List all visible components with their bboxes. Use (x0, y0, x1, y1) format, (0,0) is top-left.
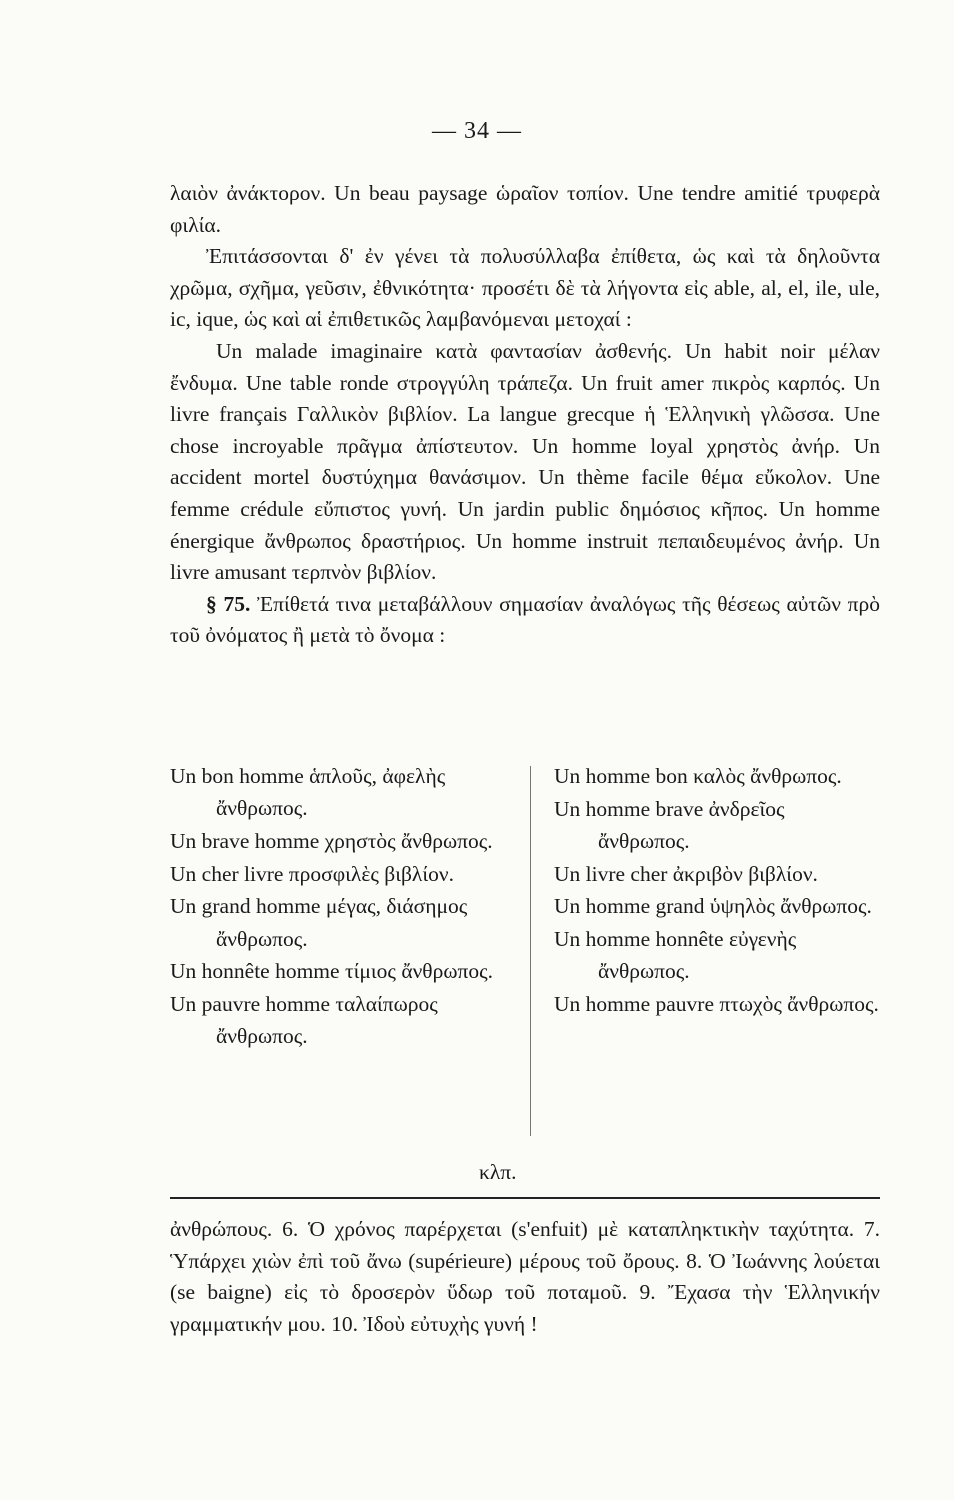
footnote (170, 1214, 880, 1340)
right-entry: Un homme grand ὑψηλὸς ἄνθρωπος. (554, 894, 872, 919)
right-column (554, 760, 880, 1021)
left-entry: Un honnête homme τίμιος ἄνθρωπος. (170, 959, 493, 984)
paragraph-continuation: λαιὸν ἀνάκτορον. Un beau paysage ὡραῖον τοπίον. Une tendre amitié τρυφερὰ φιλία. (170, 181, 880, 237)
right-entry: Un livre cher ἀκριβὸν βιβλίον. (554, 861, 818, 886)
left-entry: Un pauvre homme ταλαίπωρος ἄνθρωπος. (170, 992, 438, 1049)
comparison-columns (170, 760, 880, 1198)
footnote-text: ἀνθρώπους. 6. Ὁ χρόνος παρέρχεται (s'enfuit) μὲ καταπληκτικὴν ταχύτητα. 7. Ὑπάρχει χιὼν ἐπὶ τοῦ ἄνω (supérieure) μέρους τοῦ ὄρους. 8. Ὁ Ἰωάννης λούεται (se baigne) εἰς τὸ δροσερὸν ὕδωρ τοῦ ποταμοῦ. 9. Ἔχασα τὴν Ἑλληνικήν γραμματικήν μου. 10. Ἰδοὺ εὐτυχὴς γυνή ! (170, 1217, 880, 1336)
left-entry: Un grand homme μέγας, διάσημος ἄνθρωπος. (170, 894, 468, 951)
left-column (170, 760, 510, 1053)
paragraph-section-75 (170, 589, 880, 652)
paragraph-examples: Un malade imaginaire κατὰ φαντασίαν ἀσθενής. Un habit noir μέλαν ἔνδυμα. Une table ronde στρογγύλη τράπεζα. Un fruit amer πικρὸς καρπός. Un livre français Γαλλικὸν βιβλίον. La langue grecque ἡ Ἑλληνικὴ γλῶσσα. Une chose incroyable πρᾶγμα ἀπίστευτον. Un homme loyal χρηστὸς ἀνήρ. Un accident mortel δυστύχημα θανάσιμον. Un thème facile θέμα εὔκολον. Une femme crédule εὔπιστος γυνή. Un jardin public δημόσιος κῆπος. Un homme énergique ἄνθρωπος δραστήριος. Un homme instruit πεπαιδευμένος ἀνήρ. Un livre amusant τερπνὸν βιβλίον. (170, 338, 880, 585)
left-entry: Un cher livre προσφιλὲς βιβλίον. (170, 861, 454, 886)
right-entry: Un homme pauvre πτωχὸς ἄνθρωπος. (554, 992, 879, 1016)
right-entry: Un homme bon καλὸς ἄνθρωπος. (554, 764, 842, 788)
page-number: — 34 — (432, 118, 522, 144)
column-divider (530, 766, 531, 1136)
right-entry: Un homme honnête εὐγενὴς ἄνθρωπος. (554, 927, 797, 984)
paragraph-rule: Ἐπιτάσσονται δ' ἐν γένει τὰ πολυσύλλαβα ἐπίθετα, ὡς καὶ τὰ δηλοῦντα χρῶμα, σχῆμα, γεῦσιν, ἐθνικότητα· προσέτι δὲ τὰ λήγοντα εἰς able, al, el, ile, ule, ic, ique, ὡς καὶ αἱ ἐπιθετικῶς λαμβανόμεναι μετοχαί : (170, 244, 880, 332)
section-number: § 75. (206, 591, 251, 616)
section-text: Ἐπίθετά τινα μεταβάλλουν σημασίαν ἀναλόγως τῆς θέσεως αὐτῶν πρὸ τοῦ ὀνόματος ἢ μετὰ τὸ ὄνομα : (170, 591, 880, 648)
footnote-rule (170, 1197, 880, 1199)
etc-label: κλπ. (479, 1160, 517, 1184)
body-text (170, 178, 880, 652)
left-entry: Un bon homme ἁπλοῦς, ἀφελὴς ἄνθρωπος. (170, 764, 446, 821)
right-entry: Un homme brave ἀνδρεῖος ἄνθρωπος. (554, 796, 785, 853)
left-entry: Un brave homme χρηστὸς ἄνθρωπος. (170, 828, 493, 853)
